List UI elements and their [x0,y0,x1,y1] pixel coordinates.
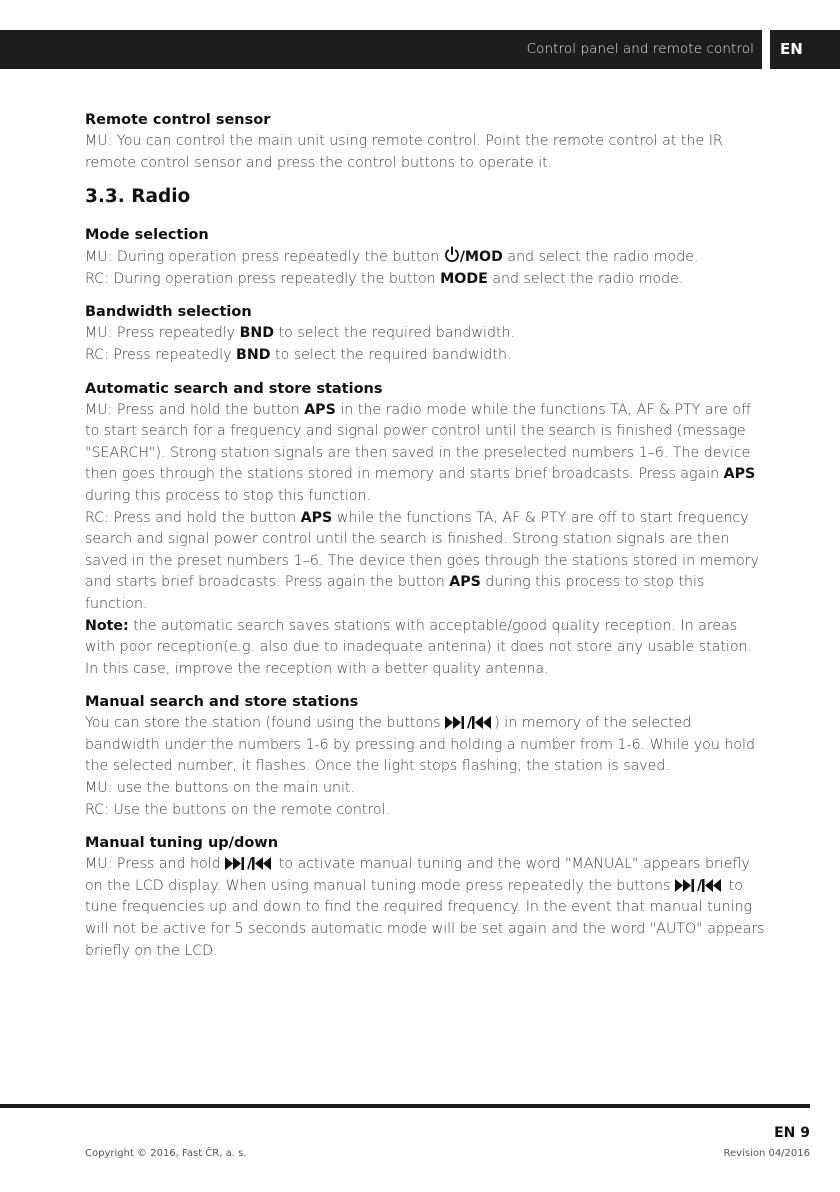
auto-rc-3: during this process to stop this function. [85,574,705,612]
copyright: Copyright © 2016, Fast ČR, a. s. [85,1148,247,1159]
manual-store-t2: ) in memory of the selected bandwidth under the numbers 1-6 by pressing and holding a number from 1-6. While you hold the selected number, it flashes. Once the light stops flashing, the station is saved. [85,715,755,775]
page-content [85,110,765,974]
manual-tune-text: MU: Press and hold / to activate manual tuning and the word "MANUAL" appears briefly on the LCD display. When using manual tuning mode press repeatedly the buttons / to tune frequencies up and down to find the required frequency. In the event that manual tuning will not be active for 5 seconds automatic mode will be set again and the word "AUTO" appears briefly on the LCD. [85,856,765,959]
mode-mu-post: and select the radio mode. [502,249,699,266]
footer-rule [0,1104,810,1108]
manual-tune-t3: to tune frequencies up and down to find the required frequency. In the event that manual tuning will not be active for 5 seconds automatic mode will be set again and the word "AUTO" appears briefly on the LCD. [85,877,765,959]
header-bar [0,30,762,69]
mode-rc-line [85,269,765,291]
mode-heading: Mode selection [85,227,209,244]
manual-store-heading: Manual search and store stations [85,694,359,711]
band-rc-button: BND [236,346,271,363]
auto-rc-btn1: APS [300,509,333,526]
manual-store-section [85,692,765,821]
auto-mu-btn1: APS [304,401,336,418]
language-label: EN [780,40,803,58]
auto-search-mu [85,400,765,508]
band-mu-pre: MU: Press repeatedly [85,325,240,342]
band-mu-button: BND [239,325,275,342]
page-number: EN 9 [774,1125,810,1141]
note-text: the automatic search saves stations with acceptable/good quality reception. In areas with poor reception(e.g. also due to inadequate antenna) it does not store any usable station. In this case, improve the reception with a better quality antenna. [85,617,753,677]
band-rc-pre: RC: Press repeatedly [85,346,237,363]
next-track-icon [445,716,467,729]
mode-rc-pre: RC: During operation press repeatedly the button [85,270,441,287]
auto-search-section [85,379,765,681]
auto-search-note [85,616,765,681]
revision: Revision 04/2016 [723,1148,810,1159]
bandwidth-heading: Bandwidth selection [85,304,252,321]
bandwidth-section [85,302,765,366]
manual-tune-heading: Manual tuning up/down [85,835,279,852]
auto-mu-2: in the radio mode while the functions TA, AF & PTY are off to start search for a frequency and signal power control until the search is finished (message "SEARCH"). Strong station signals are then saved in the preselected numbers 1–6. The device then goes through the stations stored in memory and starts brief broadcasts. Press again [85,401,751,483]
mode-rc-post: and select the radio mode. [487,270,684,287]
bandwidth-rc-line [85,345,765,367]
mode-rc-button: MODE [440,270,488,287]
mode-section [85,225,765,290]
mode-mu-button: /MOD [459,249,503,266]
remote-sensor-text: MU: You can control the main unit using remote control. Point the remote control at the IR remote control sensor and press the control buttons to operate it. [85,133,723,171]
band-rc-post: to select the required bandwidth. [270,346,512,363]
auto-rc-2: while the functions TA, AF & PTY are off to start frequency search and signal power control until the search is finished. Strong station signals are then saved in the preset numbers 1–6. The device then goes through the stations stored in memory and starts brief broadcasts. Press again the button [85,509,759,591]
note-label: Note: [85,617,129,634]
auto-search-rc [85,508,765,616]
auto-rc-1: RC: Press and hold the button [85,509,301,526]
band-mu-post: to select the required bandwidth. [274,325,516,342]
previous-track-icon [252,857,274,870]
manual-tune-section [85,833,765,962]
previous-track-icon [472,716,494,729]
next-track-icon [225,857,247,870]
header-title: Control panel and remote control [526,41,754,57]
remote-sensor-section [85,110,765,174]
radio-title: 3.3. Radio [85,186,191,208]
manual-tune-t2: to activate manual tuning and the word "MANUAL" appears briefly on the LCD display. When using manual tuning mode press repeatedly the buttons [85,856,750,894]
auto-mu-1: MU: Press and hold the button [85,401,305,418]
next-track-icon [675,879,697,892]
mode-mu-pre: MU: During operation press repeatedly the button [85,249,444,266]
bandwidth-mu-line [85,323,765,345]
auto-mu-btn2: APS [723,466,756,483]
language-badge [770,30,840,69]
remote-sensor-heading: Remote control sensor [85,112,271,128]
manual-store-text: You can store the station (found using the buttons / ) in memory of the selected bandwidth under the numbers 1-6 by pressing and holding a number from 1-6. While you hold the selected number, it flashes. Once the light stops flashing, the station is saved. [85,715,755,775]
auto-mu-3: during this process to stop this function. [85,487,371,504]
auto-rc-btn2: APS [449,574,481,591]
previous-track-icon [702,879,724,892]
mode-mu-line [85,246,765,269]
auto-search-heading: Automatic search and store stations [85,380,383,397]
manual-store-t1: You can store the station (found using the buttons [85,715,446,732]
power-icon [444,246,460,263]
manual-tune-t1: MU: Press and hold [85,856,226,873]
manual-store-mu: MU: use the buttons on the main unit. [85,780,355,797]
manual-store-rc: RC: Use the buttons on the remote control. [85,801,391,818]
